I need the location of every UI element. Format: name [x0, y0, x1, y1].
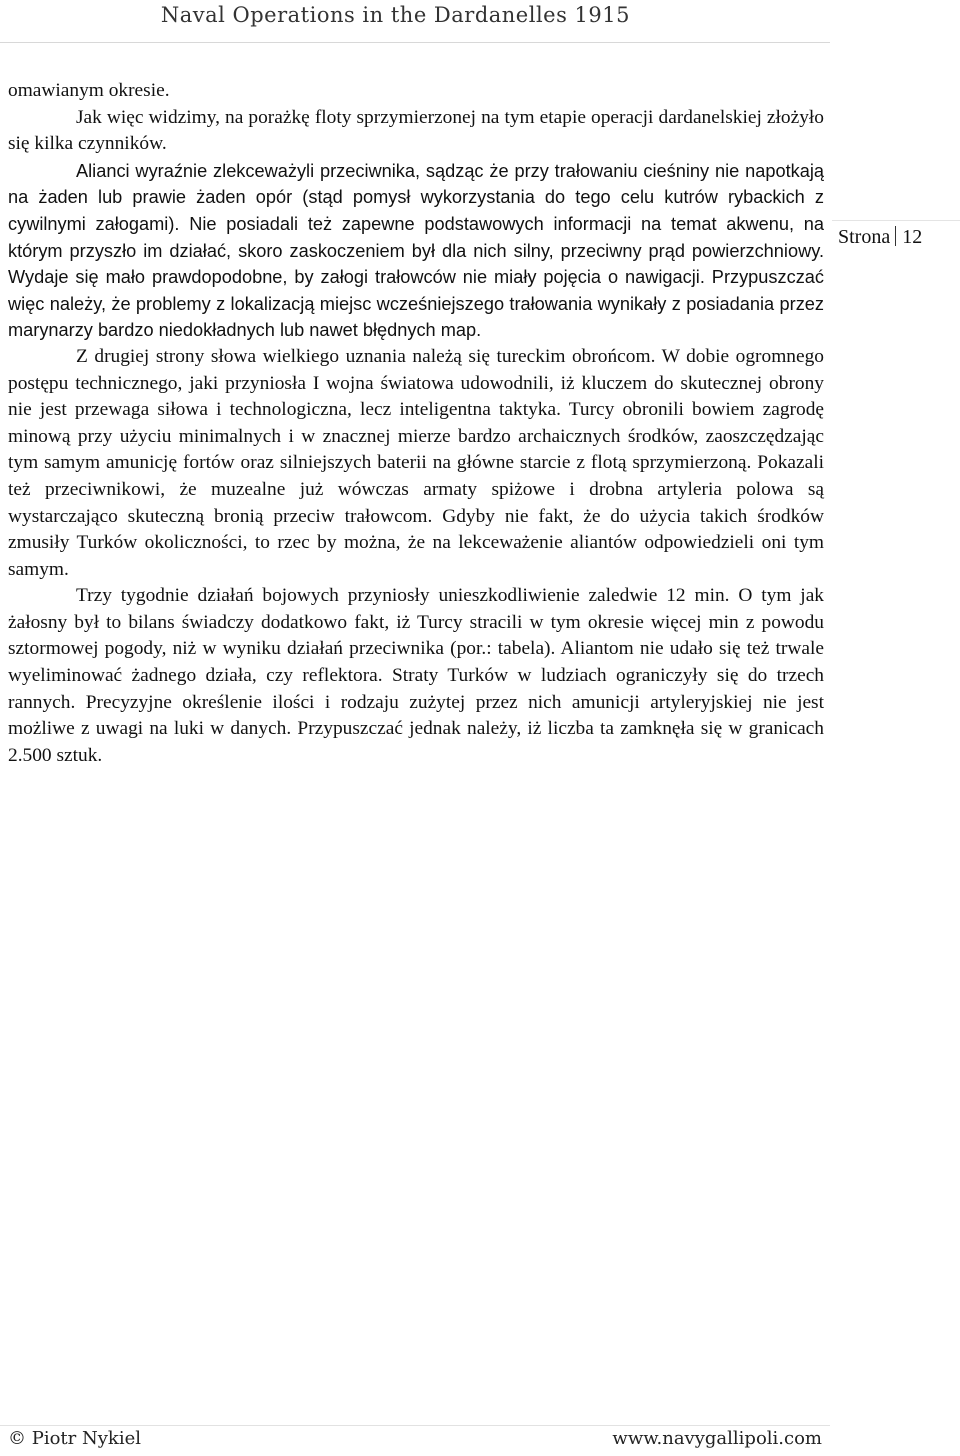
- paragraph-turkish-defenders: Z drugiej strony słowa wielkiego uznania należą się tureckim obrońcom. W dobie ogromnego postępu technicznego, jaki przyniosła I wojna światowa udowodnili, iż kluczem do skutecznej obrony nie jest przewaga siłowa i technologiczna, lecz inteligentna taktyka. Turcy obronili bowiem zagrodę minową przy użyciu minimalnych i w znacznej mierze bardzo archaicznych środków, zaoszczędzając tym samym amunicję fortów oraz silniejszych baterii na główne starcie z flotą sprzymierzoną. Pokazali też przeciwnikowi, że muzealne już wówczas armaty spiżowe i drobna artyleria polowa są wystarczająco skuteczną bronią przeciw trałowcom. Gdyby nie fakt, że do użycia takich środków zmusiły Turków okoliczności, to rzec by można, że na lekceważenie aliantów odpowiedzieli oni tym samym.: [8, 345, 824, 580]
- paragraph-allies: Alianci wyraźnie zlekceważyli przeciwnika, sądząc że przy trałowaniu cieśniny nie napotkają na żaden lub prawie żaden opór (stąd pomysł wykorzystania do tego celu kutrów rybackich z cywilnymi załogami). Nie posiadali też zapewne podstawowych informacji na temat akwenu, na którym przyszło im działać, skoro zaskoczeniem był dla nich silny, przeciwny prąd powierzchniowy. Wydaje się mało prawdopodobne, by załogi trałowców nie miały pojęcia o nawigacji. Przypuszczać więc należy, że problemy z lokalizacją miejsc wcześniejszego trałowania wynikały z posiadania przez marynarzy bardzo niedokładnych lub nawet błędnych map.: [8, 160, 824, 341]
- page-header: [0, 0, 830, 43]
- paragraph-results: Trzy tygodnie działań bojowych przyniosły unieszkodliwienie zaledwie 12 min. O tym jak żałosny był to bilans świadczy dodatkowo fakt, iż Turcy stracili w tym okresie więcej min z powodu sztormowej pogody, niż w wyniku działań przeciwnika (por.: tabela). Aliantom nie udało się też trwale wyeliminować żadnego działa, czy reflektora. Straty Turków w ludziach ograniczyły się do trzech rannych. Precyzyjne określenie ilości i rodzaju zużytej przez nich amunicji artyleryjskiej nie jest możliwe z uwagi na luki w danych. Przypuszczać jednak należy, iż liczba ta zamknęła się w granicach 2.500 sztuk.: [8, 585, 824, 766]
- footer-website: www.navygallipoli.com: [612, 1428, 822, 1449]
- paragraph-summary: Jak więc widzimy, na porażkę floty sprzymierzonej na tym etapie operacji dardanelskiej złożyło się kilka czynników.: [8, 106, 824, 155]
- page-separator: [895, 226, 896, 246]
- footer-author: © Piotr Nykiel: [8, 1428, 141, 1449]
- page-word: Strona: [838, 226, 891, 248]
- page-number-label: [838, 226, 922, 249]
- side-divider: [832, 220, 960, 221]
- page-footer: [0, 1425, 830, 1456]
- paragraph-continuation: omawianym okresie.: [8, 80, 170, 101]
- header-title: Naval Operations in the Dardanelles 1915: [160, 3, 630, 27]
- page-number: 12: [902, 226, 923, 248]
- document-body: [8, 78, 824, 769]
